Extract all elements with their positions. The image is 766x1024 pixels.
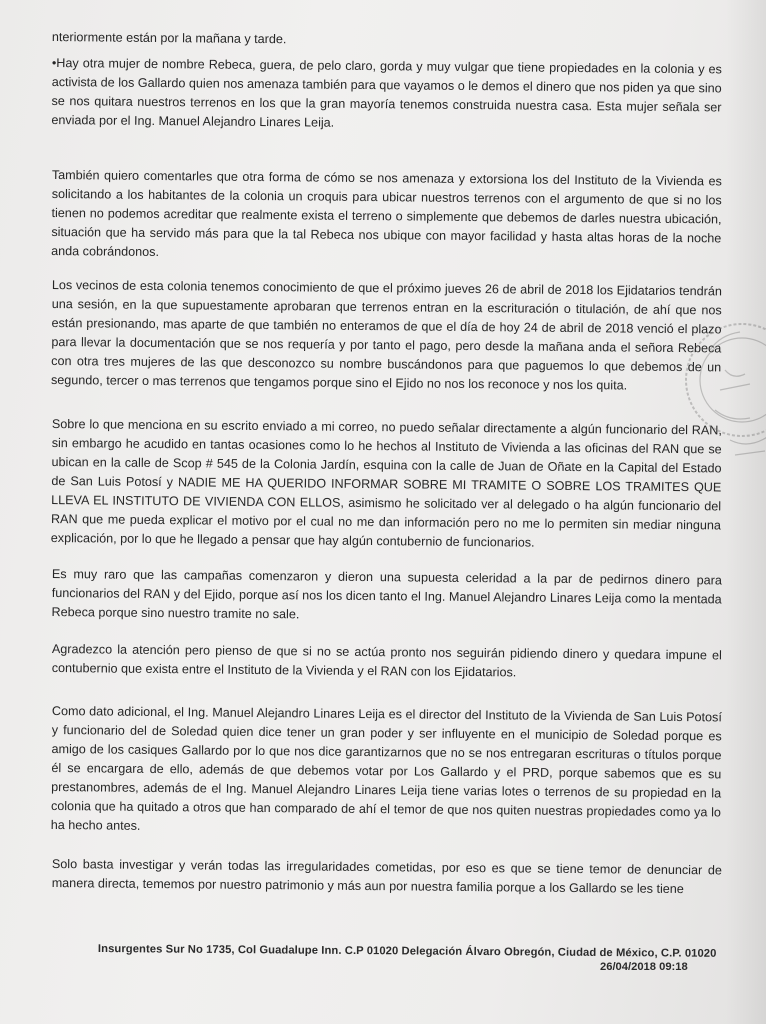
paragraph-ejidatarios-session: Los vecinos de esta colonia tenemos conocimiento de que el próximo jueves 26 de abril de 2018 los Ejidatarios tendrán una sesión, en la que supuestamente aprobaran que terrenos entran en la escrituración o titulación, de ahí que nos están presionando, mas aparte de que también no enteramos de que el día de hoy 24 de abril de 2018 venció el plazo para llevar la documentación que se nos requería y por tanto el pago, pero desde la mañana anda el señora Rebeca con otra tres mujeres de las que desconozco su nombre buscándonos para que paguemos lo que debemos de un segundo, tercer o mas terrenos que tengamos porque sino el Ejido no nos los reconoce y nos los quita. [50, 277, 722, 393]
paragraph-croquis: También quiero comentarles que otra forma de cómo se nos amenaza y extorsiona los del Instituto de la Vivienda es solicitando a los habitantes de la colonia un croquis para ubicar nuestros terrenos con el argumento de que si no los tienen no podemos acreditar que realmente exista el terreno o simplemente que debemos de darles nuestra ubicación, situación que ha servido más para que la tal Rebeca nos ubique con mayor facilidad y hasta altas horas de la noche anda cobrándonos. [51, 167, 722, 260]
paragraph-additional-data: Como dato adicional, el Ing. Manuel Alejandro Linares Leija es el director del Instituto de la Vivienda de San Luis Potosí y funcionario del de Soledad quien dice tener un gran poder y ser influyente en el municipio de Soledad porque es amigo de los casiques Gallardo por lo que nos dice garantizarnos que no se nos entregaran escrituras o títulos porque él se encargara de ello, además de que debemos votar por Los Gallardo y el PRD, porque sabemos que es su prestanombres, además de el Ing. Manuel Alejandro Linares Leija tiene varias lotes o terrenos de su propiedad en la colonia que ha quitado a otros que han comparado de ahí el temor de que nos quiten nuestras propiedades como ya lo ha hecho antes. [50, 703, 722, 833]
footer-datetime: 26/04/2018 09:18 [600, 961, 688, 973]
paragraph-campaigns: Es muy raro que las campañas comenzaron y dieron una supuesta celeridad a la par de pedirnos dinero para funcionarios del RAN y del Ejido, porque así nos los dicen tanto el Ing. Manuel Alejandro Linares Leija como la mentada Rebeca porque sino nuestro tramite no sale. [51, 566, 722, 622]
paragraph-gratitude: Agradezco la atención pero pienso de que si no se actúa pronto nos seguirán pidiendo dinero y quedara impune el contubernio que exista entre el Instituto de la Vivienda y el RAN con los Ejidatarios. [51, 641, 722, 680]
footer-address: Insurgentes Sur No 1735, Col Guadalupe Inn. C.P 01020 Delegación Álvaro Obregón, Ciudad de México, C.P. 01020 [97, 943, 717, 960]
page-edge-shadow [726, 0, 766, 1024]
paragraph-intro-fragment: nteriormente están por la mañana y tarde. [51, 29, 287, 47]
paragraph-rebeca: •Hay otra mujer de nombre Rebeca, guera, de pelo claro, gorda y muy vulgar que tiene propiedades en la colonia y es activista de los Gallardo quien nos amenaza también para que vayamos o le demos el dinero que nos piden ya que sino se nos quitara nuestros terrenos en los que la gran mayoría tenemos construida nuestra casa. Esta mujer señala ser enviada por el Ing. Manuel Alejandro Linares Leija. [51, 55, 722, 130]
paragraph-investigate: Solo basta investigar y verán todas las irregularidades cometidas, por eso es que se tiene temor de denunciar de manera directa, tememos por nuestro patrimonio y más aun por nuestra familia porque a los Gallardo se les tiene [51, 856, 722, 897]
official-stamp-seal [680, 290, 766, 480]
paragraph-ran-offices: Sobre lo que menciona en su escrito enviado a mi correo, no puedo señalar directamente a algún funcionario del RAN, sin embargo he acudido en tantas ocasiones como lo he hechos al Instituto de Vivienda a las oficinas del RAN que se ubican en la calle de Scop # 545 de la Colonia Jardín, esquina con la calle de Juan de Oñate en la Capital del Estado de San Luis Potosí y NADIE ME HA QUERIDO INFORMAR SOBRE MI TRAMITE O SOBRE LOS TRAMITES QUE LLEVA EL INSTITUTO DE VIVIENDA CON ELLOS, asimismo he solicitado ver al delegado o ha algún funcionario del RAN que me pueda explicar el motivo por el cual no me dan información pero no me lo permiten sin mediar ninguna explicación, por lo que he llegado a pensar que hay algún contubernio de funcionarios. [50, 416, 722, 550]
